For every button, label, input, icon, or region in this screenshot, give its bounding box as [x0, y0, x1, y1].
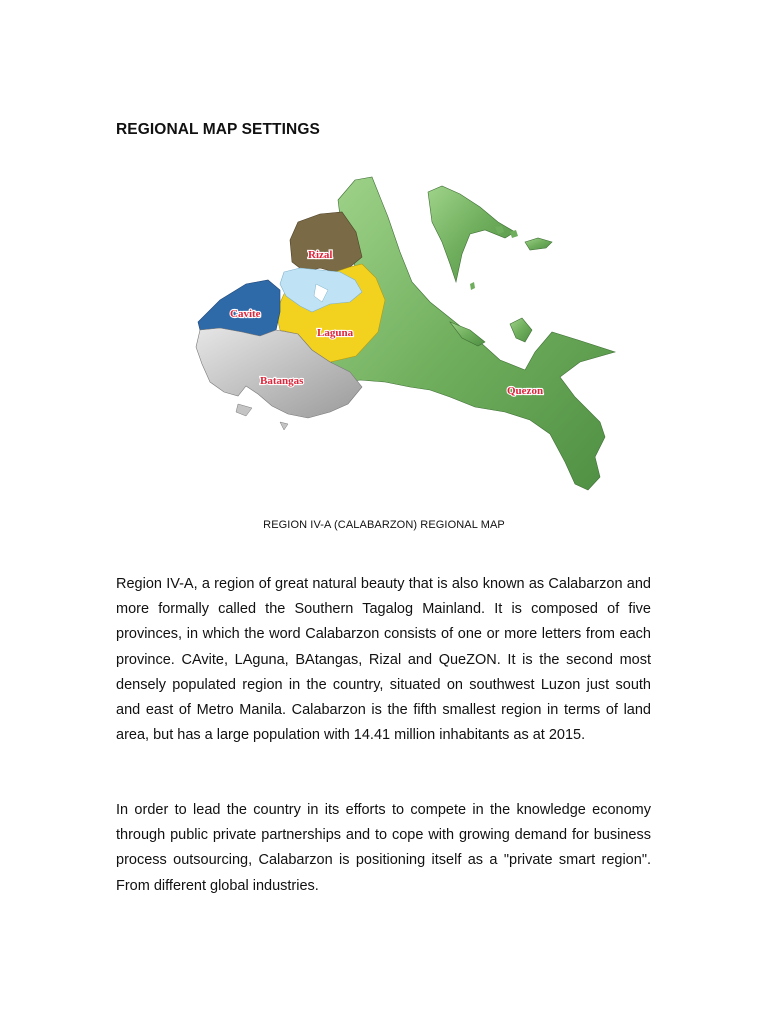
rizal-label: Rizal	[308, 249, 333, 261]
regional-map-graphic	[180, 172, 630, 497]
page-heading: REGIONAL MAP SETTINGS	[116, 121, 320, 138]
map-caption: REGION IV-A (CALABARZON) REGIONAL MAP	[263, 519, 505, 531]
quezon-label: Quezon	[507, 385, 544, 397]
cavite-label: Cavite	[230, 308, 261, 320]
laguna-label: Laguna	[317, 327, 354, 339]
paragraph-intro: Region IV-A, a region of great natural beauty that is also known as Calabarzon and more formally called the Southern Tagalog Mainland. It is composed of five provinces, in which the word Calabarzon consists of one or more letters from each province. CAvite, LAguna, BAtangas, Rizal and QueZON. It is the second most densely populated region in the country, situated on southwest Luzon just south and east of Metro Manila. Calabarzon is the fifth smallest region in terms of land area, but has a large population with 14.41 million inhabitants as at 2015.	[116, 576, 651, 744]
paragraph-smart-region: In order to lead the country in its efforts to compete in the knowledge economy through public private partnerships and to cope with growing demand for business process outsourcing, Calabarzon is positioning itself as a "private smart region". From different global industries.	[116, 802, 651, 894]
batangas-label: Batangas	[260, 375, 304, 387]
regional-map	[180, 172, 630, 497]
